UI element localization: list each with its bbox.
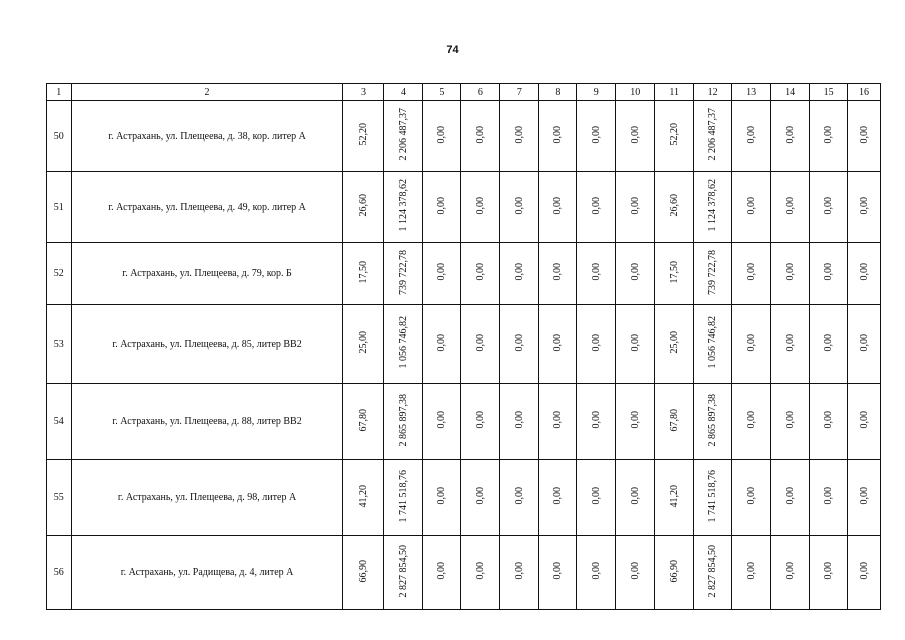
table-cell: 1 124 378,62 [707,179,719,232]
table-cell: 66,90 [668,559,680,583]
table-cell: 0,00 [629,263,641,281]
table-cell: 66,90 [357,559,369,583]
table-row [47,460,881,536]
table-cell: 67,80 [357,408,369,432]
table-cell: 0,00 [436,411,448,429]
table-cell: 0,00 [858,263,870,281]
column-header: 8 [539,84,577,101]
column-header: 1 [47,84,72,101]
table-cell: 0,00 [552,196,564,215]
table-cell: 2 206 487,37 [707,108,719,161]
page-number: 74 [446,44,459,56]
table-cell: 0,00 [858,196,870,215]
table-cell: 0,00 [784,196,796,215]
table-cell: 0,00 [629,562,641,580]
table-cell: 0,00 [784,562,796,580]
column-header: 2 [71,84,343,101]
table-cell: 25,00 [668,331,680,354]
table-cell: 67,80 [668,408,680,432]
table-cell: 0,00 [784,487,796,505]
table-cell: 0,00 [858,125,870,144]
column-header: 15 [810,84,848,101]
table-cell: 0,00 [513,487,525,505]
table-cell: 52,20 [668,123,680,146]
table-cell: 0,00 [552,487,564,505]
address-cell: г. Астрахань, ул. Плещеева, д. 85, литер ВВ2 [71,305,343,384]
table-cell: 2 206 487,37 [397,108,409,161]
column-header: 12 [694,84,732,101]
table-cell: 0,00 [745,196,757,215]
table-cell: 0,00 [784,333,796,352]
column-header: 13 [732,84,771,101]
table-cell: 0,00 [474,196,486,215]
row-number: 50 [47,101,72,172]
address-cell: г. Астрахань, ул. Плещеева, д. 49, кор. литер А [71,172,343,243]
table-cell: 41,20 [357,484,369,508]
table-cell: 0,00 [474,333,486,352]
address-cell: г. Астрахань, ул. Плещеева, д. 38, кор. литер А [71,101,343,172]
table-cell: 0,00 [474,411,486,429]
address-cell: г. Астрахань, ул. Плещеева, д. 88, литер ВВ2 [71,384,343,460]
table-cell: 0,00 [823,263,835,281]
table-cell: 0,00 [629,487,641,505]
table-cell: 0,00 [823,333,835,352]
table-cell: 0,00 [590,125,602,144]
column-header: 7 [500,84,539,101]
table-cell: 2 827 854,50 [707,544,719,598]
table-cell: 739 722,78 [707,249,719,295]
table-cell: 2 827 854,50 [397,544,409,598]
table-cell: 0,00 [745,487,757,505]
table-cell: 0,00 [513,333,525,352]
table-cell: 2 865 897,38 [397,393,409,447]
table-cell: 1 741 518,76 [397,469,409,523]
table-cell: 0,00 [784,263,796,281]
table-cell: 0,00 [590,562,602,580]
column-header: 10 [616,84,655,101]
table-cell: 1 741 518,76 [707,469,719,523]
row-number: 53 [47,305,72,384]
row-number: 51 [47,172,72,243]
table-cell: 0,00 [823,487,835,505]
table-cell: 0,00 [590,411,602,429]
table-cell: 0,00 [474,487,486,505]
column-header: 3 [343,84,384,101]
table-cell: 0,00 [552,333,564,352]
table-cell: 26,60 [668,194,680,217]
table-cell: 0,00 [436,263,448,281]
table-row [47,243,881,305]
table-cell: 0,00 [474,263,486,281]
table-cell: 739 722,78 [397,249,409,295]
column-header: 11 [655,84,694,101]
column-header: 16 [848,84,881,101]
table-cell: 0,00 [590,333,602,352]
table-cell: 0,00 [590,196,602,215]
table-cell: 0,00 [590,487,602,505]
row-number: 56 [47,536,72,610]
table-cell: 0,00 [745,263,757,281]
column-header: 5 [423,84,461,101]
row-number: 52 [47,243,72,305]
row-number: 54 [47,384,72,460]
table-cell: 0,00 [436,487,448,505]
table-cell: 0,00 [552,263,564,281]
table-cell: 0,00 [513,125,525,144]
column-header: 9 [577,84,616,101]
table-cell: 0,00 [513,196,525,215]
table-cell: 26,60 [357,194,369,217]
table-cell: 0,00 [552,125,564,144]
address-cell: г. Астрахань, ул. Плещеева, д. 79, кор. Б [71,243,343,305]
table-cell: 0,00 [784,411,796,429]
header-row [47,84,881,101]
table-cell: 0,00 [513,562,525,580]
table-cell: 0,00 [629,333,641,352]
table-cell: 0,00 [745,333,757,352]
table-cell: 1 056 746,82 [707,316,719,369]
column-header: 6 [461,84,500,101]
table-cell: 0,00 [436,333,448,352]
table-cell: 0,00 [436,562,448,580]
table-row [47,101,881,172]
table-cell: 0,00 [858,487,870,505]
table-cell: 0,00 [745,125,757,144]
address-cell: г. Астрахань, ул. Плещеева, д. 98, литер А [71,460,343,536]
table-cell: 0,00 [823,411,835,429]
table-cell: 0,00 [629,196,641,215]
table-cell: 0,00 [590,263,602,281]
table-cell: 1 056 746,82 [397,316,409,369]
table-cell: 0,00 [436,196,448,215]
column-header: 14 [771,84,810,101]
table-cell: 25,00 [357,331,369,354]
table-cell: 0,00 [858,411,870,429]
table-cell: 0,00 [858,562,870,580]
table-cell: 0,00 [823,125,835,144]
table-cell: 0,00 [474,125,486,144]
table-row [47,384,881,460]
address-cell: г. Астрахань, ул. Радищева, д. 4, литер А [71,536,343,610]
table-cell: 2 865 897,38 [707,393,719,447]
table-cell: 0,00 [745,411,757,429]
table-cell: 0,00 [629,125,641,144]
table-cell: 0,00 [513,411,525,429]
row-number: 55 [47,460,72,536]
table-cell: 17,50 [668,260,680,284]
table-cell: 0,00 [552,411,564,429]
table-row [47,172,881,243]
table-cell: 0,00 [823,562,835,580]
table-cell: 52,20 [357,123,369,146]
table-cell: 0,00 [552,562,564,580]
table-cell: 0,00 [474,562,486,580]
table-row [47,536,881,610]
data-table [46,83,881,610]
table-cell: 17,50 [357,260,369,284]
table-row [47,305,881,384]
table-cell: 0,00 [629,411,641,429]
table-cell: 0,00 [513,263,525,281]
table-cell: 1 124 378,62 [397,179,409,232]
table-cell: 0,00 [745,562,757,580]
table-cell: 0,00 [784,125,796,144]
column-header: 4 [384,84,423,101]
table-cell: 0,00 [823,196,835,215]
table-cell: 41,20 [668,484,680,508]
table-cell: 0,00 [436,125,448,144]
table-cell: 0,00 [858,333,870,352]
